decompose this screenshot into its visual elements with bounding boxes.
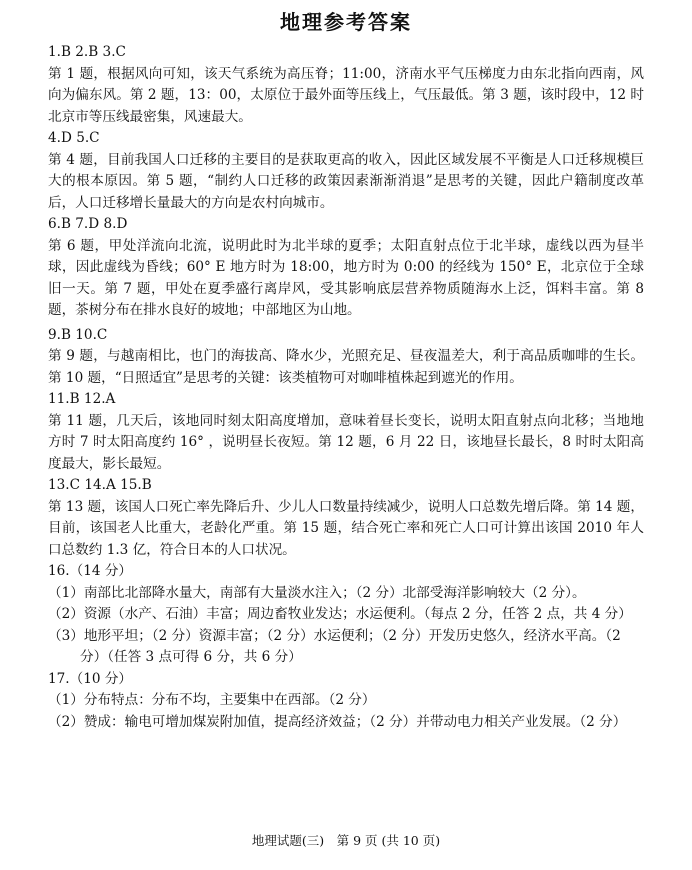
answer-key-line: 17.（10 分） xyxy=(48,670,133,687)
explanation-paragraph: 第 9 题，与越南相比，也门的海拔高、降水少，光照充足、昼夜温差大，利于高品质咖啡的生长。第 10 题，“日照适宜”是思考的关键：该类植物可对咖啡植株起到遮光的作用。 xyxy=(48,348,644,386)
sub-answer-item: （3）地形平坦；（2 分）资源丰富；（2 分）水运便利；（2 分）开发历史悠久，经济水平高。（2 分）（任答 3 点可得 6 分，共 6 分） xyxy=(48,627,621,665)
page-footer: 地理试题(三) 第 9 页 (共 10 页) xyxy=(251,833,441,848)
answer-key-line: 1.B 2.B 3.C xyxy=(48,44,126,60)
explanation-paragraph: 第 6 题，甲处洋流向北流，说明此时为北半球的夏季；太阳直射点位于北半球，虚线以西为昼半球，因此虚线为昏线；60° E 地方时为 18:00，地方时为 0:00 的经线为 150° E，北京位于全球旧一天。第 7 题，甲处在夏季盛行离岸风，受其影响底层营养物质随海水上泛，饵料丰富。第 8 题，茶树分布在排水良好的坡地；中部地区为山地。 xyxy=(48,237,644,318)
answer-key-line: 6.B 7.D 8.D xyxy=(48,216,128,232)
answer-key-line: 9.B 10.C xyxy=(48,326,108,343)
answer-key-line: 16.（14 分） xyxy=(48,563,133,579)
answer-key-line: 11.B 12.A xyxy=(48,391,116,407)
explanation-paragraph: 第 11 题，几天后，该地同时刻太阳高度增加，意味着昼长变长，说明太阳直射点向北移；当地地方时 7 时太阳高度约 16° ，说明昼长夜短。第 12 题，6 月 22 日，该地昼长最长，8 时时太阳高度最大，影长最短。 xyxy=(48,412,644,472)
sub-answer-item: （2）资源（水产、石油）丰富；周边畜牧业发达；水运便利。（每点 2 分，任答 2 点，共 4 分） xyxy=(48,606,632,622)
explanation-paragraph: 第 13 题，该国人口死亡率先降后升、少儿人口数量持续减少，说明人口总数先增后降。第 14 题，目前，该国老人比重大，老龄化严重。第 15 题，结合死亡率和死亡人口可计算出该国 2010 年人口总数约 1.3 亿，符合日本的人口状况。 xyxy=(48,498,644,558)
answer-content xyxy=(48,42,644,733)
sub-answer-item: （1）分布特点：分布不均，主要集中在西部。（2 分） xyxy=(48,692,376,708)
answer-key-line: 4.D 5.C xyxy=(48,130,100,146)
page-title: 地理参考答案 xyxy=(280,10,412,34)
explanation-paragraph: 第 1 题，根据风向可知，该天气系统为高压脊；11:00，济南水平气压梯度力由东北指向西南，风向为偏东风。第 2 题，13：00，太原位于最外面等压线上，气压最低。第 3 题，该时段中，12 时北京市等压线最密集，风速最大。 xyxy=(48,65,644,125)
answer-key-line: 13.C 14.A 15.B xyxy=(48,477,152,493)
sub-answer-item: （1）南部比北部降水量大，南部有大量淡水注入；（2 分）北部受海洋影响较大（2 分）。 xyxy=(48,584,586,601)
explanation-paragraph: 第 4 题，目前我国人口迁移的主要目的是获取更高的收入，因此区域发展不平衡是人口迁移规模巨大的根本原因。第 5 题，“制约人口迁移的政策因素渐渐消退”是思考的关键，因此户籍制度改革后，人口迁移增长量最大的方向是农村向城市。 xyxy=(48,151,644,211)
sub-answer-item: （2）赞成：输电可增加煤炭附加值，提高经济效益；（2 分）并带动电力相关产业发展。（2 分） xyxy=(48,713,627,730)
